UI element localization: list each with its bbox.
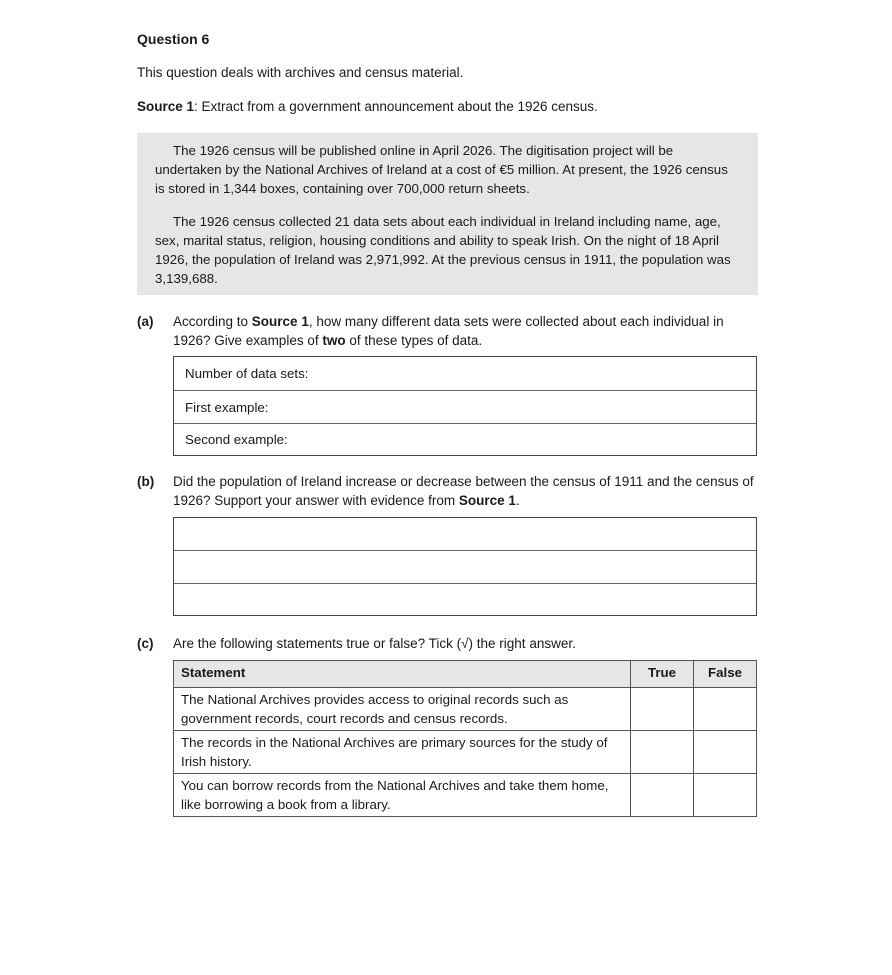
part-b-answer-box <box>173 517 757 616</box>
source-caption-text: : Extract from a government announcement about the 1926 census. <box>194 99 598 114</box>
table-row <box>174 731 757 774</box>
table-row <box>174 774 757 817</box>
answer-row-first-example[interactable] <box>174 391 756 424</box>
table-row <box>174 688 757 731</box>
part-a-bold-2: two <box>322 333 346 348</box>
part-a-label: (a) <box>137 314 154 329</box>
question-intro: This question deals with archives and census material. <box>137 65 464 80</box>
part-a-question <box>173 312 763 350</box>
header-false: False <box>694 661 757 688</box>
header-true: True <box>631 661 694 688</box>
true-tick-cell[interactable] <box>631 774 694 817</box>
part-b-question <box>173 472 763 510</box>
source-label: Source 1 <box>137 99 195 114</box>
answer-row-label: Second example: <box>185 432 288 447</box>
part-a-answer-box <box>173 356 757 456</box>
true-tick-cell[interactable] <box>631 688 694 731</box>
part-b-text-1: Did the population of Ireland increase or decrease between the census of 1911 and the census of 1926? Support your answer with evidence from <box>173 474 754 508</box>
part-b-bold-1: Source 1 <box>458 493 516 508</box>
answer-line[interactable] <box>174 518 756 551</box>
source-paragraph-2: The 1926 census collected 21 data sets about each individual in Ireland including name, age, sex, marital status, religion, housing conditions and ability to speak Irish. On the night of 18 April 1926, the population of Ireland was 2,971,992. At the previous census in 1911, the population was 3,139,688. <box>155 214 731 286</box>
answer-row-number[interactable] <box>174 357 756 391</box>
question-title: Question 6 <box>137 31 210 47</box>
answer-line[interactable] <box>174 551 756 584</box>
source-paragraph-1: The 1926 census will be published online in April 2026. The digitisation project will be undertaken by the National Archives of Ireland at a cost of €5 million. At present, the 1926 census is stored in 1,344 boxes, containing over 700,000 return sheets. <box>155 143 728 196</box>
source-extract <box>137 133 758 295</box>
answer-row-second-example[interactable] <box>174 424 756 455</box>
header-statement: Statement <box>174 661 631 688</box>
false-tick-cell[interactable] <box>694 774 757 817</box>
part-c-question: Are the following statements true or false? Tick (√) the right answer. <box>173 636 576 651</box>
false-tick-cell[interactable] <box>694 731 757 774</box>
statement-cell: The National Archives provides access to original records such as government records, court records and census records. <box>174 688 631 731</box>
true-false-table <box>173 660 757 817</box>
statement-cell: The records in the National Archives are primary sources for the study of Irish history. <box>174 731 631 774</box>
part-a-text-1: According to <box>173 314 252 329</box>
true-tick-cell[interactable] <box>631 731 694 774</box>
part-a-text-2: , how many different data sets were collected about each individual in 1926? Give examples of <box>173 314 724 348</box>
source-caption <box>137 99 598 114</box>
part-c-label: (c) <box>137 636 154 651</box>
table-header-row <box>174 661 757 688</box>
statement-cell: You can borrow records from the National Archives and take them home, like borrowing a book from a library. <box>174 774 631 817</box>
false-tick-cell[interactable] <box>694 688 757 731</box>
part-b-label: (b) <box>137 474 155 489</box>
answer-line[interactable] <box>174 584 756 615</box>
part-a-bold-1: Source 1 <box>251 314 309 329</box>
part-a-text-3: of these types of data. <box>345 333 483 348</box>
answer-row-label: First example: <box>185 399 269 415</box>
answer-row-label: Number of data sets: <box>185 366 309 381</box>
part-b-text-2: . <box>515 493 520 508</box>
